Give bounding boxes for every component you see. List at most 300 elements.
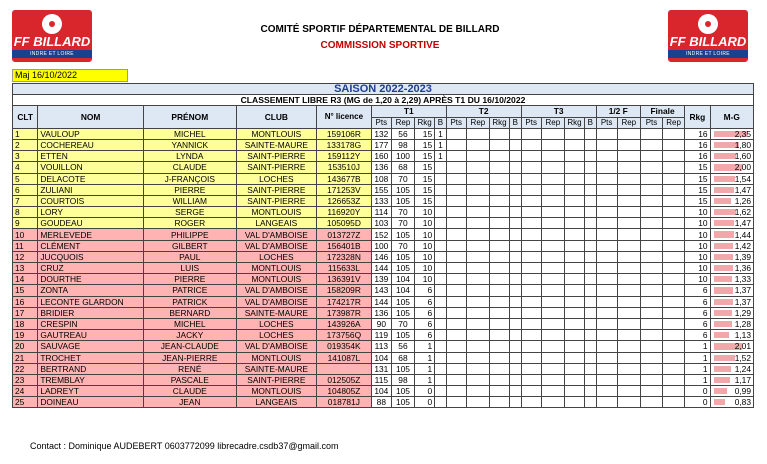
- table-row: [13, 363, 754, 374]
- empty-cell: [663, 139, 685, 150]
- empty-cell: [640, 151, 662, 162]
- rank-cell: 3: [13, 151, 38, 162]
- empty-cell: [521, 274, 541, 285]
- empty-cell: [521, 263, 541, 274]
- empty-cell: [564, 218, 584, 229]
- club-cell: MONTLOUIS: [236, 263, 316, 274]
- rank-cell: 15: [13, 285, 38, 296]
- empty-cell: [663, 229, 685, 240]
- empty-cell: [564, 184, 584, 195]
- total-rkg-cell: 10: [685, 229, 710, 240]
- empty-cell: [663, 397, 685, 408]
- mg-cell: [710, 184, 753, 195]
- empty-cell: [617, 307, 640, 318]
- empty-cell: [490, 330, 510, 341]
- empty-cell: [446, 229, 466, 240]
- empty-cell: [446, 374, 466, 385]
- nom-cell: CLÉMENT: [38, 240, 144, 251]
- empty-cell: [596, 229, 617, 240]
- empty-cell: [584, 151, 596, 162]
- t1-rkg-cell: 10: [415, 263, 435, 274]
- club-cell: VAL D'AMBOISE: [236, 296, 316, 307]
- mg-cell: [710, 341, 753, 352]
- t1-rep-cell: 98: [391, 139, 414, 150]
- licence-cell: 171253V: [316, 184, 371, 195]
- empty-cell: [490, 251, 510, 262]
- empty-cell: [564, 207, 584, 218]
- t1-pts-cell: 155: [371, 184, 391, 195]
- licence-cell: 172328N: [316, 251, 371, 262]
- licence-cell: 173987R: [316, 307, 371, 318]
- total-rkg-cell: 6: [685, 318, 710, 329]
- rank-cell: 13: [13, 263, 38, 274]
- empty-cell: [640, 274, 662, 285]
- empty-cell: [490, 151, 510, 162]
- club-cell: SAINT-PIERRE: [236, 184, 316, 195]
- empty-cell: [490, 229, 510, 240]
- mg-value: 1,44: [734, 229, 751, 240]
- col-rkg-total: Rkg: [685, 106, 710, 128]
- t1-rep-cell: 105: [391, 251, 414, 262]
- licence-cell: 136391V: [316, 274, 371, 285]
- mg-value: 1,47: [734, 184, 751, 195]
- empty-cell: [541, 330, 564, 341]
- empty-cell: [541, 162, 564, 173]
- sub-b: B: [510, 117, 522, 128]
- empty-cell: [541, 363, 564, 374]
- empty-cell: [446, 162, 466, 173]
- prenom-cell: PATRICE: [143, 285, 236, 296]
- mg-value: 1,37: [734, 285, 751, 296]
- mg-cell: [710, 374, 753, 385]
- t1-rkg-cell: 1: [415, 363, 435, 374]
- licence-cell: 116920Y: [316, 207, 371, 218]
- prenom-cell: PHILIPPE: [143, 229, 236, 240]
- empty-cell: [446, 218, 466, 229]
- t1-pts-cell: 88: [371, 397, 391, 408]
- mg-bar: [714, 243, 734, 249]
- col-prenom: PRÉNOM: [143, 106, 236, 128]
- empty-cell: [640, 363, 662, 374]
- prenom-cell: PIERRE: [143, 274, 236, 285]
- nom-cell: TROCHET: [38, 352, 144, 363]
- licence-cell: 013727Z: [316, 229, 371, 240]
- empty-cell: [490, 397, 510, 408]
- empty-cell: [584, 330, 596, 341]
- col-clt: CLT: [13, 106, 38, 128]
- prenom-cell: GILBERT: [143, 240, 236, 251]
- prenom-cell: MICHEL: [143, 128, 236, 139]
- t1-rep-cell: 98: [391, 374, 414, 385]
- empty-cell: [640, 307, 662, 318]
- mg-value: 1,39: [734, 251, 751, 262]
- t1-rep-cell: 105: [391, 363, 414, 374]
- prenom-cell: CLAUDE: [143, 162, 236, 173]
- empty-cell: [584, 352, 596, 363]
- empty-cell: [584, 195, 596, 206]
- t1-pts-cell: 114: [371, 207, 391, 218]
- empty-cell: [510, 318, 522, 329]
- sub-rep: Rep: [391, 117, 414, 128]
- empty-cell: [541, 240, 564, 251]
- rank-cell: 20: [13, 341, 38, 352]
- empty-cell: [663, 363, 685, 374]
- empty-cell: [663, 274, 685, 285]
- empty-cell: [510, 139, 522, 150]
- empty-cell: [521, 352, 541, 363]
- rank-cell: 19: [13, 330, 38, 341]
- empty-cell: [640, 397, 662, 408]
- empty-cell: [541, 352, 564, 363]
- empty-cell: [617, 352, 640, 363]
- mg-cell: [710, 128, 753, 139]
- empty-cell: [521, 318, 541, 329]
- table-row: [13, 229, 754, 240]
- update-date: Maj 16/10/2022: [12, 69, 128, 82]
- empty-cell: [640, 229, 662, 240]
- total-rkg-cell: 15: [685, 184, 710, 195]
- empty-cell: [510, 374, 522, 385]
- t1-b-cell: [435, 307, 447, 318]
- empty-cell: [466, 218, 489, 229]
- prenom-cell: MICHEL: [143, 318, 236, 329]
- total-rkg-cell: 10: [685, 207, 710, 218]
- t1-rkg-cell: 15: [415, 184, 435, 195]
- mg-bar: [714, 276, 733, 282]
- t1-b-cell: [435, 274, 447, 285]
- empty-cell: [564, 251, 584, 262]
- empty-cell: [466, 195, 489, 206]
- empty-cell: [584, 386, 596, 397]
- licence-cell: 159106R: [316, 128, 371, 139]
- empty-cell: [541, 195, 564, 206]
- empty-cell: [446, 307, 466, 318]
- empty-cell: [596, 162, 617, 173]
- empty-cell: [490, 274, 510, 285]
- mg-value: 2,00: [734, 162, 751, 173]
- sub-rep: Rep: [663, 117, 685, 128]
- empty-cell: [564, 374, 584, 385]
- t1-rep-cell: 70: [391, 207, 414, 218]
- table-row: [13, 207, 754, 218]
- table-row: [13, 251, 754, 262]
- empty-cell: [596, 139, 617, 150]
- empty-cell: [446, 296, 466, 307]
- t1-pts-cell: 133: [371, 195, 391, 206]
- empty-cell: [521, 151, 541, 162]
- total-rkg-cell: 0: [685, 397, 710, 408]
- prenom-cell: JACKY: [143, 330, 236, 341]
- empty-cell: [541, 207, 564, 218]
- t1-pts-cell: 143: [371, 285, 391, 296]
- total-rkg-cell: 6: [685, 330, 710, 341]
- empty-cell: [466, 307, 489, 318]
- t1-rkg-cell: 10: [415, 229, 435, 240]
- t1-b-cell: [435, 240, 447, 251]
- empty-cell: [596, 363, 617, 374]
- mg-cell: [710, 296, 753, 307]
- mg-bar: [714, 399, 726, 405]
- empty-cell: [521, 374, 541, 385]
- t1-b-cell: [435, 218, 447, 229]
- club-cell: SAINTE-MAURE: [236, 139, 316, 150]
- empty-cell: [510, 229, 522, 240]
- empty-cell: [541, 307, 564, 318]
- t1-b-cell: [435, 162, 447, 173]
- mg-value: 1,13: [734, 330, 751, 341]
- total-rkg-cell: 10: [685, 240, 710, 251]
- club-cell: MONTLOUIS: [236, 386, 316, 397]
- t1-rkg-cell: 10: [415, 218, 435, 229]
- rank-cell: 10: [13, 229, 38, 240]
- mg-bar: [714, 321, 732, 327]
- sub-pts: Pts: [640, 117, 662, 128]
- mg-value: 1,80: [734, 140, 751, 151]
- empty-cell: [617, 162, 640, 173]
- mg-value: 1,24: [734, 363, 751, 374]
- empty-cell: [446, 352, 466, 363]
- empty-cell: [617, 173, 640, 184]
- mg-cell: [710, 352, 753, 363]
- t1-rkg-cell: 6: [415, 307, 435, 318]
- prenom-cell: SERGE: [143, 207, 236, 218]
- empty-cell: [446, 184, 466, 195]
- table-row: [13, 296, 754, 307]
- empty-cell: [596, 296, 617, 307]
- empty-cell: [564, 352, 584, 363]
- col-demi-finale: 1/2 F: [596, 106, 640, 117]
- empty-cell: [446, 195, 466, 206]
- t1-rep-cell: 104: [391, 285, 414, 296]
- empty-cell: [596, 397, 617, 408]
- sub-b: B: [435, 117, 447, 128]
- logo-subtitle: INDRE ET LOIRE: [12, 50, 92, 58]
- empty-cell: [584, 173, 596, 184]
- empty-cell: [466, 274, 489, 285]
- prenom-cell: BERNARD: [143, 307, 236, 318]
- table-row: [13, 285, 754, 296]
- empty-cell: [490, 139, 510, 150]
- rank-cell: 23: [13, 374, 38, 385]
- empty-cell: [596, 151, 617, 162]
- sub-pts: Pts: [521, 117, 541, 128]
- club-cell: LANGEAIS: [236, 397, 316, 408]
- rank-cell: 17: [13, 307, 38, 318]
- total-rkg-cell: 16: [685, 128, 710, 139]
- prenom-cell: CLAUDE: [143, 386, 236, 397]
- t1-rkg-cell: 10: [415, 240, 435, 251]
- empty-cell: [617, 263, 640, 274]
- mg-cell: [710, 307, 753, 318]
- mg-value: 1,42: [734, 240, 751, 251]
- sub-b: B: [584, 117, 596, 128]
- billiard-ball-icon: [42, 14, 62, 34]
- empty-cell: [584, 341, 596, 352]
- empty-cell: [446, 151, 466, 162]
- empty-cell: [584, 229, 596, 240]
- empty-cell: [466, 207, 489, 218]
- total-rkg-cell: 15: [685, 162, 710, 173]
- empty-cell: [541, 251, 564, 262]
- t1-pts-cell: 136: [371, 307, 391, 318]
- mg-value: 1,54: [734, 173, 751, 184]
- empty-cell: [466, 363, 489, 374]
- empty-cell: [617, 296, 640, 307]
- prenom-cell: LYNDA: [143, 151, 236, 162]
- empty-cell: [521, 341, 541, 352]
- empty-cell: [510, 240, 522, 251]
- empty-cell: [663, 296, 685, 307]
- table-row: [13, 341, 754, 352]
- empty-cell: [640, 173, 662, 184]
- mg-bar: [714, 254, 734, 260]
- licence-cell: 018781J: [316, 397, 371, 408]
- page-title: COMITÉ SPORTIF DÉPARTEMENTAL DE BILLARD: [260, 24, 500, 35]
- empty-cell: [510, 352, 522, 363]
- empty-cell: [466, 352, 489, 363]
- rank-cell: 24: [13, 386, 38, 397]
- table-row: [13, 162, 754, 173]
- empty-cell: [490, 296, 510, 307]
- empty-cell: [541, 318, 564, 329]
- empty-cell: [663, 285, 685, 296]
- t1-b-cell: [435, 363, 447, 374]
- empty-cell: [521, 397, 541, 408]
- empty-cell: [466, 139, 489, 150]
- prenom-cell: JEAN: [143, 397, 236, 408]
- billiard-ball-icon: [698, 14, 718, 34]
- t1-pts-cell: 103: [371, 218, 391, 229]
- t1-rkg-cell: 15: [415, 195, 435, 206]
- club-cell: SAINT-PIERRE: [236, 195, 316, 206]
- empty-cell: [596, 240, 617, 251]
- t1-pts-cell: 119: [371, 330, 391, 341]
- empty-cell: [584, 307, 596, 318]
- licence-cell: 156401B: [316, 240, 371, 251]
- sub-rep: Rep: [617, 117, 640, 128]
- nom-cell: VOUILLON: [38, 162, 144, 173]
- t1-b-cell: [435, 195, 447, 206]
- empty-cell: [490, 318, 510, 329]
- nom-cell: LECONTE GLARDON: [38, 296, 144, 307]
- licence-cell: 158209R: [316, 285, 371, 296]
- empty-cell: [466, 386, 489, 397]
- rank-cell: 7: [13, 195, 38, 206]
- classement-title: CLASSEMENT LIBRE R3 (MG de 1,20 à 2,29) APRÈS T1 DU 16/10/2022: [13, 95, 754, 106]
- nom-cell: ZULIANI: [38, 184, 144, 195]
- empty-cell: [663, 151, 685, 162]
- empty-cell: [446, 251, 466, 262]
- col-t1: T1: [371, 106, 446, 117]
- empty-cell: [446, 285, 466, 296]
- table-row: [13, 218, 754, 229]
- empty-cell: [466, 251, 489, 262]
- empty-cell: [564, 240, 584, 251]
- empty-cell: [541, 341, 564, 352]
- rank-cell: 9: [13, 218, 38, 229]
- rank-cell: 16: [13, 296, 38, 307]
- mg-value: 0,83: [734, 397, 751, 408]
- total-rkg-cell: 16: [685, 139, 710, 150]
- empty-cell: [640, 386, 662, 397]
- empty-cell: [640, 139, 662, 150]
- empty-cell: [490, 374, 510, 385]
- empty-cell: [446, 173, 466, 184]
- empty-cell: [640, 128, 662, 139]
- empty-cell: [541, 139, 564, 150]
- empty-cell: [541, 374, 564, 385]
- col-club: CLUB: [236, 106, 316, 128]
- t1-b-cell: [435, 397, 447, 408]
- club-cell: VAL D'AMBOISE: [236, 285, 316, 296]
- nom-cell: TREMBLAY: [38, 374, 144, 385]
- table-row: [13, 195, 754, 206]
- mg-value: 1,47: [734, 218, 751, 229]
- empty-cell: [510, 397, 522, 408]
- empty-cell: [446, 139, 466, 150]
- nom-cell: MERLEVEDE: [38, 229, 144, 240]
- contact-footer: Contact : Dominique AUDEBERT 0603772099 librecadre.csdb37@gmail.com: [30, 441, 339, 451]
- empty-cell: [663, 386, 685, 397]
- empty-cell: [564, 128, 584, 139]
- empty-cell: [446, 274, 466, 285]
- page-subtitle: COMMISSION SPORTIVE: [320, 40, 440, 51]
- empty-cell: [663, 330, 685, 341]
- t1-rkg-cell: 10: [415, 251, 435, 262]
- empty-cell: [446, 341, 466, 352]
- club-cell: VAL D'AMBOISE: [236, 341, 316, 352]
- prenom-cell: PATRICK: [143, 296, 236, 307]
- empty-cell: [490, 386, 510, 397]
- empty-cell: [640, 207, 662, 218]
- empty-cell: [466, 162, 489, 173]
- nom-cell: DOURTHE: [38, 274, 144, 285]
- mg-cell: [710, 229, 753, 240]
- empty-cell: [490, 184, 510, 195]
- sub-pts: Pts: [371, 117, 391, 128]
- prenom-cell: YANNICK: [143, 139, 236, 150]
- empty-cell: [640, 330, 662, 341]
- nom-cell: VAULOUP: [38, 128, 144, 139]
- nom-cell: ZONTA: [38, 285, 144, 296]
- empty-cell: [596, 318, 617, 329]
- empty-cell: [510, 285, 522, 296]
- mg-value: 1,17: [734, 374, 751, 385]
- empty-cell: [466, 151, 489, 162]
- empty-cell: [584, 296, 596, 307]
- mg-bar: [714, 231, 734, 237]
- empty-cell: [663, 307, 685, 318]
- empty-cell: [617, 195, 640, 206]
- table-row: [13, 386, 754, 397]
- total-rkg-cell: 1: [685, 363, 710, 374]
- total-rkg-cell: 10: [685, 263, 710, 274]
- col-nom: NOM: [38, 106, 144, 128]
- t1-pts-cell: 108: [371, 173, 391, 184]
- t1-rep-cell: 105: [391, 330, 414, 341]
- sub-pts: Pts: [446, 117, 466, 128]
- empty-cell: [640, 296, 662, 307]
- empty-cell: [510, 274, 522, 285]
- t1-rkg-cell: 10: [415, 274, 435, 285]
- empty-cell: [663, 173, 685, 184]
- nom-cell: GAUTREAU: [38, 330, 144, 341]
- empty-cell: [466, 240, 489, 251]
- empty-cell: [640, 162, 662, 173]
- empty-cell: [466, 263, 489, 274]
- mg-value: 0,99: [734, 386, 751, 397]
- prenom-cell: JEAN-PIERRE: [143, 352, 236, 363]
